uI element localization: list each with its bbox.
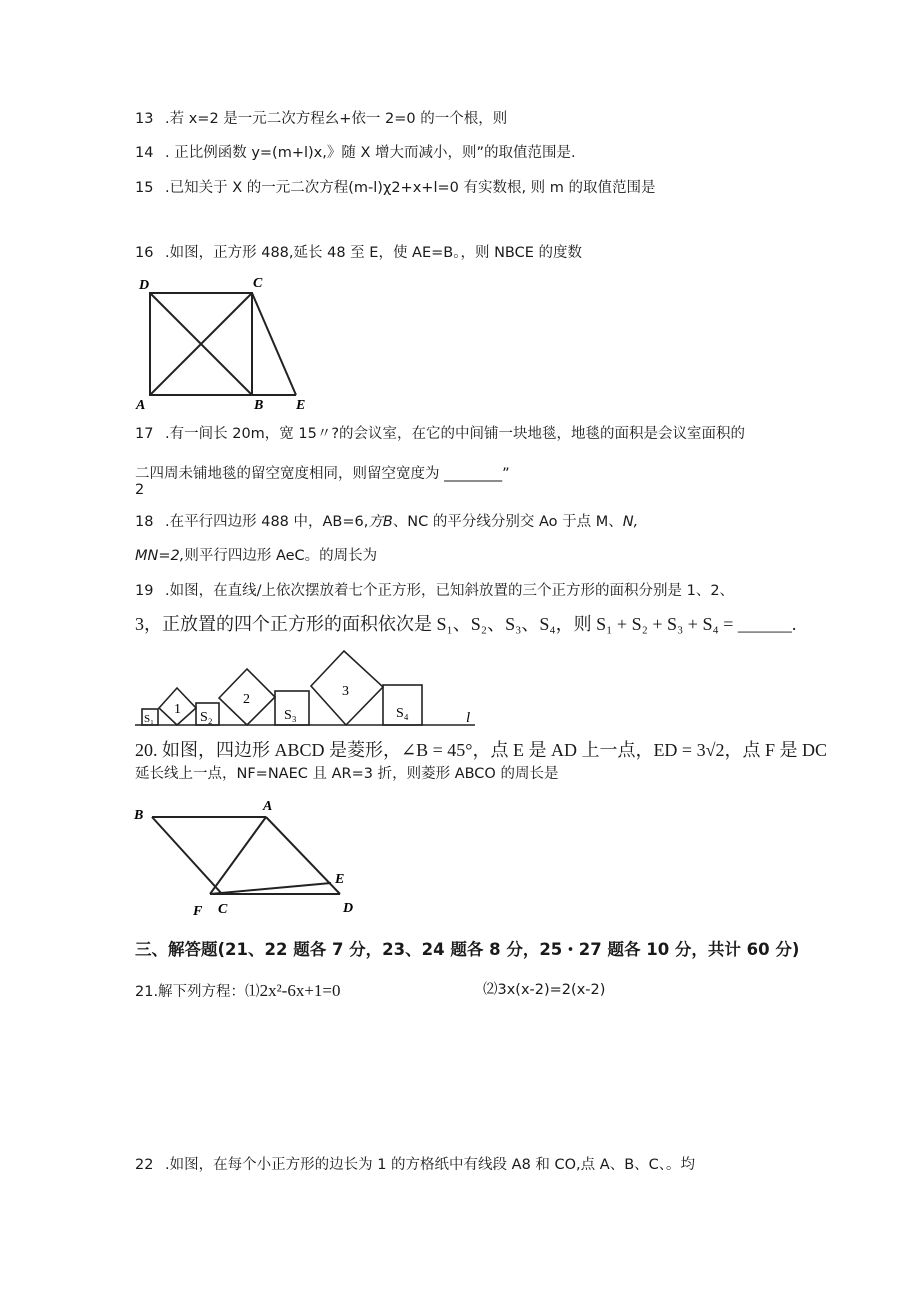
- question-16: [135, 245, 582, 262]
- section-3-title: 三、解答题(21、22 题各 7 分，23、24 题各 8 分，25・27 题各 10 分，共计 60 分): [135, 940, 800, 959]
- figure-q16-square: [130, 272, 330, 412]
- question-text-a: .在平行四边形 488 中，AB=6,: [165, 514, 369, 530]
- figure-q20-rhombus: [130, 795, 370, 920]
- label-c: C: [218, 902, 228, 917]
- question-text: .已知关于 X 的一元二次方程(m-l)χ2+x+l=0 有实数根, 则 m 的取值范围是: [165, 180, 656, 196]
- label-d: D: [139, 278, 150, 293]
- label-a: A: [263, 799, 273, 814]
- label-b: B: [134, 808, 144, 823]
- question-number: 22: [135, 1157, 154, 1173]
- question-15: [135, 180, 656, 197]
- question-number: 15: [135, 180, 154, 196]
- question-13: [135, 111, 507, 128]
- question-22: [135, 1157, 695, 1174]
- label-s3: S₃: [284, 708, 297, 723]
- label-c: C: [253, 276, 263, 291]
- question-18-line2-a: MN=2,: [135, 548, 185, 564]
- equation-2: ⑵3x(x-2)=2(x-2): [483, 982, 606, 998]
- question-19: [135, 583, 734, 600]
- question-14: [135, 145, 576, 162]
- question-21: [135, 981, 341, 1001]
- question-number: 17: [135, 426, 154, 442]
- question-text-c: 、NC 的平分线分别交 Ao 于点 M、: [392, 514, 623, 530]
- question-text: .如图，正方形 488,延长 48 至 E，使 AE=B。，则 NBCE 的度数: [165, 245, 583, 261]
- question-19-line2: 3，正放置的四个正方形的面积依次是 S₁、S₂、S₃、S₄，则 S₁ + S₂ + S₃ + S₄ = ______.: [135, 614, 797, 634]
- question-text-b: 方B: [368, 514, 393, 530]
- question-20-line2: 延长线上一点，NF=NAEC 且 AR=3 折，则菱形 ABCO 的周长是: [135, 766, 559, 782]
- question-text: . 正比例函数 y=(m+l)x,》随 X 增大而减小，则”的取值范围是.: [165, 145, 576, 161]
- segment-ce: [252, 293, 296, 395]
- label-2: 2: [243, 692, 250, 707]
- question-17-line3: 2: [135, 482, 145, 498]
- question-text: .有一间长 20m，宽 15〃?的会议室，在它的中间铺一块地毯，地毯的面积是会议室面积的: [165, 426, 746, 442]
- question-17-line2: 二四周未铺地毯的留空宽度相同，则留空宽度为 ________”: [135, 466, 510, 482]
- question-number: 13: [135, 111, 154, 127]
- label-e: E: [335, 872, 345, 887]
- question-number: 14: [135, 145, 154, 161]
- question-17: [135, 426, 745, 443]
- label-line-l: l: [466, 710, 471, 726]
- label-3: 3: [342, 684, 349, 699]
- label-a: A: [136, 398, 146, 413]
- label-1: 1: [174, 702, 181, 717]
- label-b: B: [254, 398, 264, 413]
- segment-fa: [210, 817, 266, 894]
- question-number: 19: [135, 583, 154, 599]
- segment-fe: [210, 883, 331, 894]
- equation-1: 2x²-6x+1=0: [259, 981, 341, 1000]
- side-bc: [152, 817, 222, 894]
- question-18-line2-b: 则平行四边形 AeC。的周长为: [184, 548, 378, 564]
- figure-q19-squares: [130, 640, 490, 735]
- label-s2: S₂: [200, 710, 213, 725]
- question-text: .如图，在每个小正方形的边长为 1 的方格纸中有线段 A8 和 CO,点 A、B、C、。均: [165, 1157, 696, 1173]
- question-number: 16: [135, 245, 154, 261]
- question-20: 20. 如图，四边形 ABCD 是菱形，∠B = 45°，点 E 是 AD 上一点，ED = 3√2，点 F 是 DC: [135, 740, 827, 760]
- question-18: [135, 514, 638, 531]
- label-f: F: [193, 904, 203, 919]
- label-d: D: [343, 901, 354, 916]
- question-number: 18: [135, 514, 154, 530]
- question-text: .若 x=2 是一元二次方程幺+依一 2=0 的一个根，则: [165, 111, 508, 127]
- question-text: .如图，在直线/上依次摆放着七个正方形，已知斜放置的三个正方形的面积分别是 1、2、: [165, 583, 735, 599]
- question-21-label: 21.解下列方程：⑴: [135, 984, 260, 1000]
- label-e: E: [296, 398, 306, 413]
- label-s1: S₁: [144, 713, 154, 725]
- question-18-line2: [135, 548, 377, 565]
- label-s4: S₄: [396, 706, 409, 721]
- question-text-d: N,: [622, 514, 639, 530]
